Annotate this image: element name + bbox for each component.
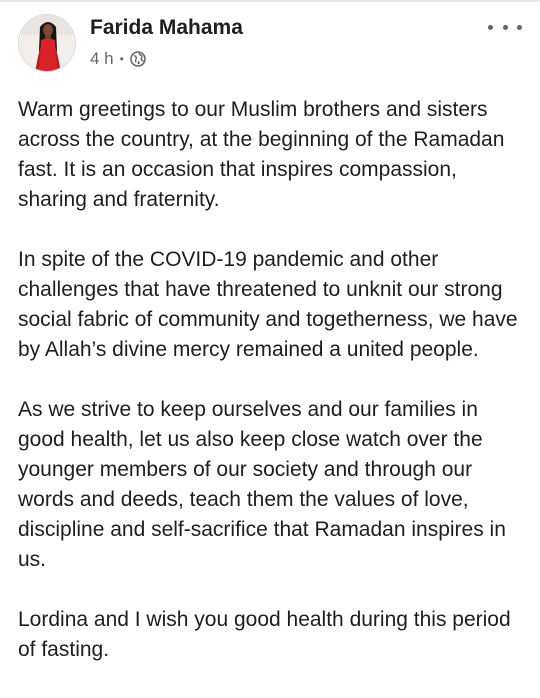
- post-paragraph: Warm greetings to our Muslim brothers and sisters across the country, at the beginning of the Ramadan fast. It is an occasion that inspires compassion, sharing and fraternity.: [18, 98, 505, 211]
- meta-separator: •: [119, 52, 124, 66]
- avatar-image: [19, 15, 76, 72]
- more-options-icon[interactable]: [488, 18, 522, 36]
- author-name[interactable]: Farida Mahama: [90, 16, 243, 39]
- post-meta: [90, 49, 146, 69]
- post-paragraph: Lordina and I wish you good health during this period of fasting.: [18, 608, 511, 661]
- post-paragraph: In spite of the COVID-19 pandemic and other challenges that have threatened to unknit our strong social fabric of community and togetherness, we have by Allah’s divine mercy remained a united people.: [18, 248, 518, 361]
- post-body: [18, 95, 530, 665]
- avatar[interactable]: [18, 14, 76, 72]
- post-header: [18, 14, 522, 76]
- timestamp[interactable]: 4 h: [90, 49, 114, 68]
- more-dot: [517, 25, 522, 30]
- more-dot: [488, 25, 493, 30]
- post-paragraph: As we strive to keep ourselves and our families in good health, let us also keep close watch over the younger members of our society and through our words and deeds, teach them the values of love, discipline and self-sacrifice that Ramadan inspires in us.: [18, 398, 506, 571]
- more-dot: [503, 25, 508, 30]
- globe-icon[interactable]: [130, 51, 146, 67]
- divider: [0, 0, 540, 2]
